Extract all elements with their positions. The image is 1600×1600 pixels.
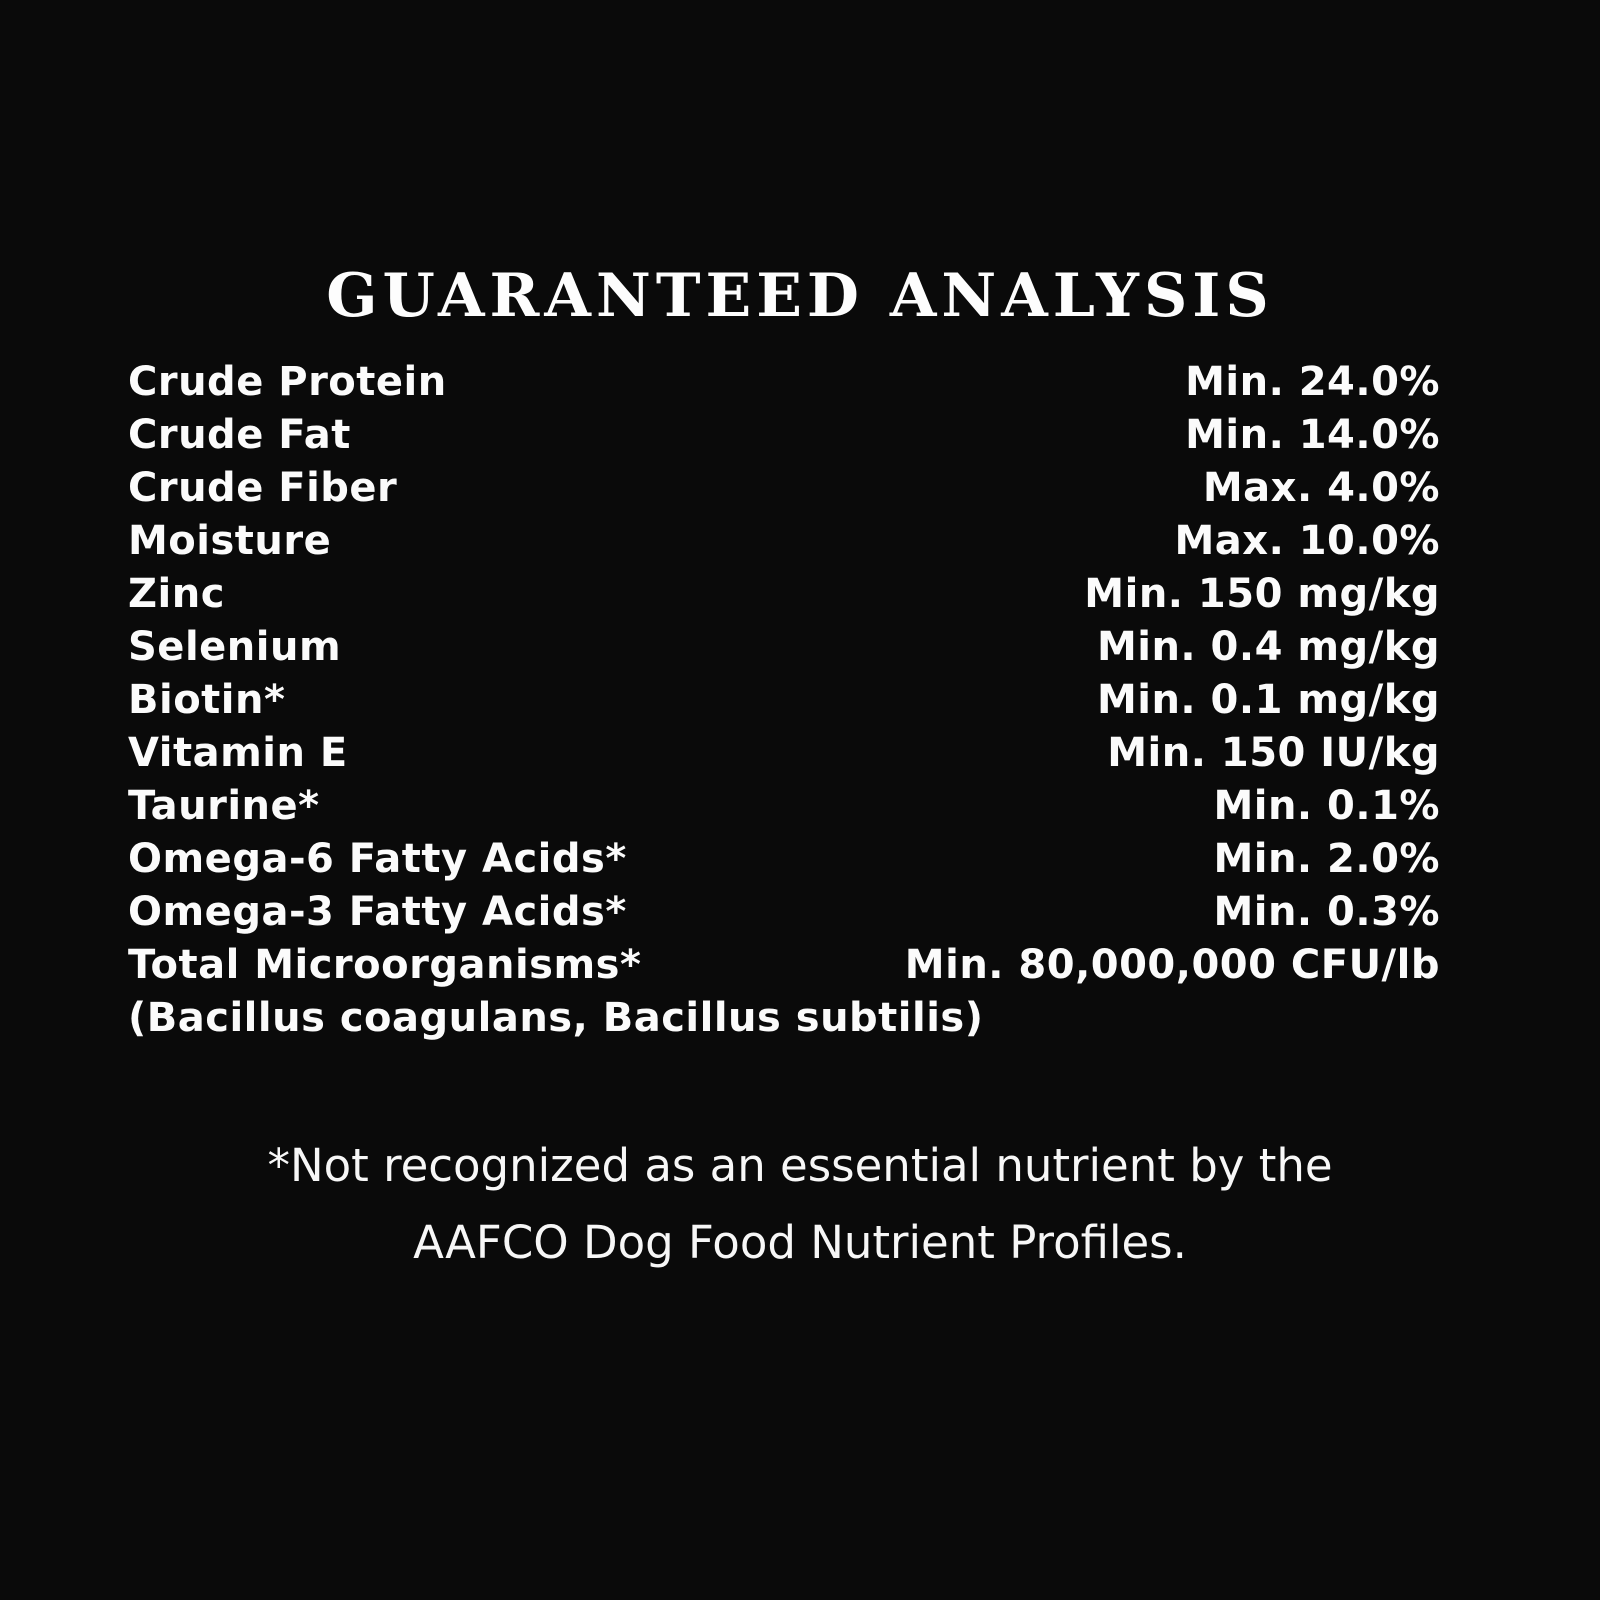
page-title: GUARANTEED ANALYSIS: [326, 261, 1274, 331]
nutrient-value: Min. 0.3%: [1213, 889, 1440, 935]
table-row: [128, 780, 1440, 833]
nutrient-label: Crude Fat: [128, 412, 351, 458]
table-row: [128, 886, 1440, 939]
nutrient-label: Total Microorganisms*: [128, 942, 642, 988]
nutrient-value: Min. 24.0%: [1185, 359, 1440, 405]
aafco-footnote-line1: *Not recognized as an essential nutrient by the: [267, 1139, 1333, 1192]
nutrient-label: Moisture: [128, 518, 332, 564]
nutrient-value: Min. 2.0%: [1213, 836, 1440, 882]
nutrient-label: Biotin*: [128, 677, 286, 723]
microorganisms-species-note: (Bacillus coagulans, Bacillus subtilis): [128, 995, 984, 1041]
nutrient-value: Max. 10.0%: [1174, 518, 1440, 564]
nutrient-label: Crude Protein: [128, 359, 447, 405]
aafco-footnote: [0, 1127, 1600, 1281]
label-content: [0, 261, 1600, 1281]
table-row: [128, 568, 1440, 621]
table-row: [128, 409, 1440, 462]
table-row: [128, 833, 1440, 886]
table-row: [128, 462, 1440, 515]
nutrient-label: Omega-6 Fatty Acids*: [128, 836, 627, 882]
nutrient-label: Vitamin E: [128, 730, 348, 776]
nutrient-value: Min. 80,000,000 CFU/lb: [904, 942, 1440, 988]
nutrient-value: Min. 0.1 mg/kg: [1096, 677, 1440, 723]
nutrient-label: Omega-3 Fatty Acids*: [128, 889, 627, 935]
nutrient-value: Min. 0.1%: [1213, 783, 1440, 829]
table-row: [128, 727, 1440, 780]
nutrient-label: Crude Fiber: [128, 465, 398, 511]
nutrient-value: Min. 0.4 mg/kg: [1096, 624, 1440, 670]
table-row: [128, 939, 1440, 992]
nutrient-label: Taurine*: [128, 783, 320, 829]
table-row: [128, 515, 1440, 568]
nutrient-value: Min. 150 IU/kg: [1107, 730, 1440, 776]
nutrient-label: Zinc: [128, 571, 225, 617]
analysis-table: [128, 356, 1440, 1045]
nutrient-value: Max. 4.0%: [1202, 465, 1440, 511]
table-row: [128, 621, 1440, 674]
table-row: [128, 356, 1440, 409]
nutrient-label: Selenium: [128, 624, 342, 670]
nutrient-value: Min. 14.0%: [1185, 412, 1440, 458]
aafco-footnote-line2: AAFCO Dog Food Nutrient Profiles.: [413, 1216, 1187, 1269]
table-row: [128, 674, 1440, 727]
nutrient-value: Min. 150 mg/kg: [1084, 571, 1440, 617]
